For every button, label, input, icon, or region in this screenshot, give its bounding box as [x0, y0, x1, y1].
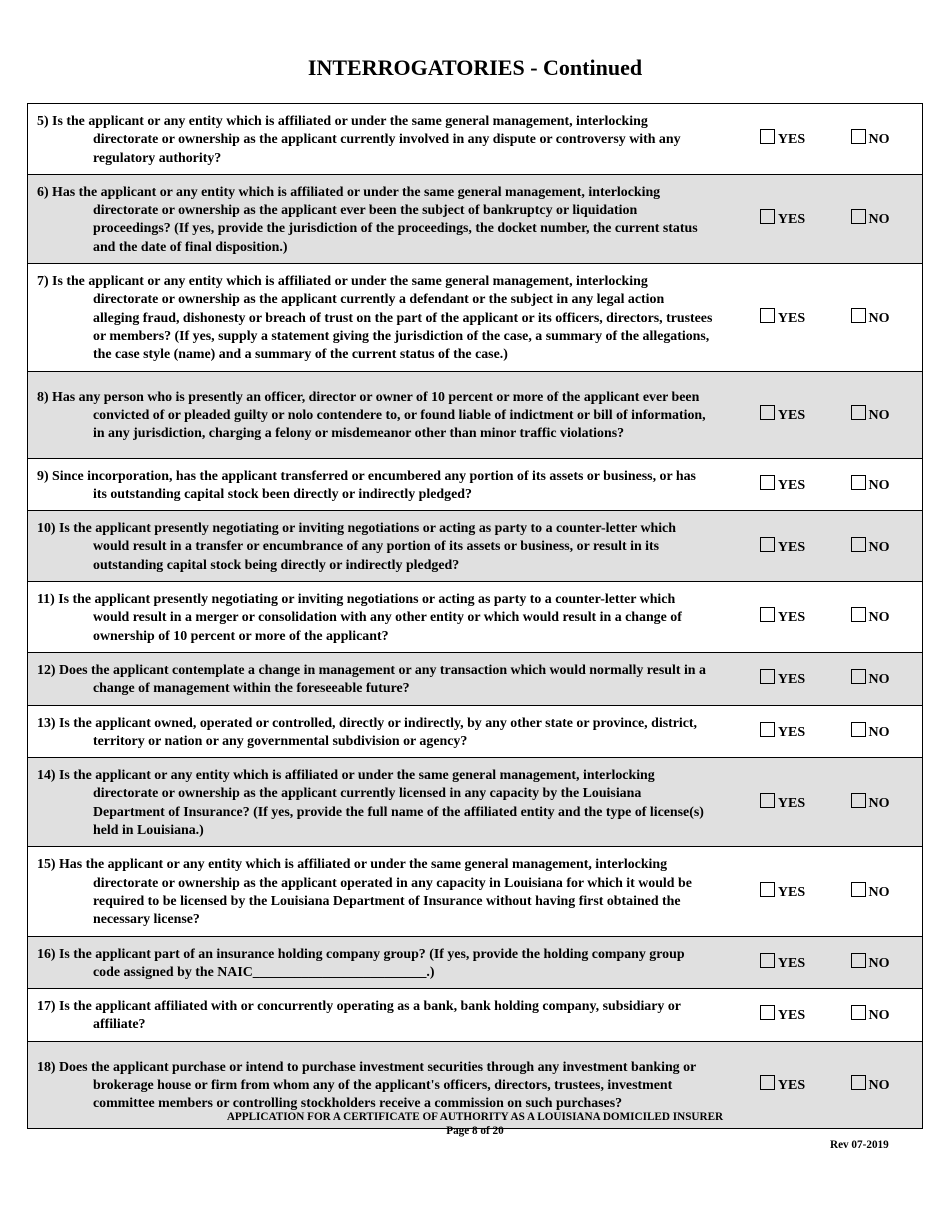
answer-yes-cell: [723, 264, 830, 371]
question-cell: [28, 936, 724, 989]
question-row: [28, 847, 923, 936]
no-checkbox[interactable]: [851, 129, 866, 144]
question-text: 18) Does the applicant purchase or intend to purchase investment securities through any investment banking or brokerage house or firm from whom any of the applicant's officers, directors, trustees, investment committee members or controlling stockholders receive a commission on such purchases?: [37, 1059, 696, 1112]
question-row: [28, 174, 923, 263]
question-cell: [28, 371, 724, 458]
question-cell: [28, 511, 724, 582]
answer-no-cell: [830, 936, 923, 989]
answer-no-cell: [830, 705, 923, 758]
question-row: [28, 936, 923, 989]
answer-yes-cell: [723, 511, 830, 582]
answer-yes-cell: [723, 936, 830, 989]
no-label: NO: [868, 724, 890, 740]
question-text: 15) Has the applicant or any entity which is affiliated or under the same general management, interlocking directorate or ownership as the applicant operated in any capacity in Louisiana for which it would be required to be licensed by the Louisiana Department of Insurance without having first obtained the necessary license?: [37, 857, 692, 928]
question-text: 14) Is the applicant or any entity which is affiliated or under the same general management, interlocking directorate or ownership as the applicant currently licensed in any capacity by the Louisiana Department of Insurance? (If yes, provide the full name of the affiliated entity and the type of license(s) held in Louisiana.): [37, 768, 704, 839]
yes-label: YES: [777, 955, 806, 971]
no-label: NO: [868, 477, 890, 493]
answer-no-cell: [830, 582, 923, 653]
question-row: [28, 582, 923, 653]
answer-no-cell: [830, 511, 923, 582]
question-text: 11) Is the applicant presently negotiating or inviting negotiations or acting as party to a counter-letter which would result in a merger or consolidation with any other entity or which would result in a change of ownership of 10 percent or more of the applicant?: [37, 592, 682, 644]
no-label: NO: [868, 884, 890, 900]
page-footer: [0, 1110, 950, 1138]
yes-label: YES: [777, 310, 806, 326]
question-text: 6) Has the applicant or any entity which is affiliated or under the same general management, interlocking directorate or ownership as the applicant ever been the subject of bankruptcy or liquidation proceedings? (If yes, provide the jurisdiction of the proceedings, the docket number, the current status and the date of final disposition.): [37, 184, 698, 255]
answer-yes-cell: [723, 371, 830, 458]
question-text: 17) Is the applicant affiliated with or concurrently operating as a bank, bank holding company, subsidiary or affiliate?: [37, 999, 681, 1033]
no-checkbox[interactable]: [851, 1075, 866, 1090]
page-title: INTERROGATORIES - Continued: [307, 55, 643, 80]
answer-no-cell: [830, 264, 923, 371]
yes-checkbox[interactable]: [760, 129, 775, 144]
no-label: NO: [868, 310, 890, 326]
answer-no-cell: [830, 989, 923, 1042]
yes-checkbox[interactable]: [760, 722, 775, 737]
yes-checkbox[interactable]: [760, 308, 775, 323]
question-cell: [28, 458, 724, 511]
yes-checkbox[interactable]: [760, 209, 775, 224]
yes-checkbox[interactable]: [760, 405, 775, 420]
yes-label: YES: [777, 1078, 806, 1094]
yes-label: YES: [777, 724, 806, 740]
no-checkbox[interactable]: [851, 537, 866, 552]
question-cell: [28, 174, 724, 263]
question-row: [28, 511, 923, 582]
question-cell: [28, 705, 724, 758]
answer-no-cell: [830, 758, 923, 847]
no-checkbox[interactable]: [851, 607, 866, 622]
question-row: [28, 705, 923, 758]
question-cell: [28, 847, 724, 936]
question-text: 9) Since incorporation, has the applicant transferred or encumbered any portion of its assets or business, or has its outstanding capital stock been directly or indirectly pledged?: [37, 468, 696, 502]
yes-label: YES: [777, 132, 806, 148]
yes-checkbox[interactable]: [760, 1005, 775, 1020]
footer-page-number: Page 8 of 20: [446, 1125, 504, 1137]
question-row: [28, 104, 923, 175]
question-cell: [28, 582, 724, 653]
yes-checkbox[interactable]: [760, 882, 775, 897]
answer-yes-cell: [723, 847, 830, 936]
no-checkbox[interactable]: [851, 953, 866, 968]
yes-label: YES: [777, 212, 806, 228]
no-checkbox[interactable]: [851, 209, 866, 224]
yes-checkbox[interactable]: [760, 537, 775, 552]
footer-title: APPLICATION FOR A CERTIFICATE OF AUTHORITY AS A LOUISIANA DOMICILED INSURER: [226, 1111, 724, 1123]
yes-label: YES: [777, 672, 806, 688]
question-row: [28, 458, 923, 511]
question-text: 16) Is the applicant part of an insurance holding company group? (If yes, provide the holding company group code assigned by the NAIC_________________________.): [37, 946, 685, 980]
question-row: [28, 264, 923, 371]
yes-checkbox[interactable]: [760, 953, 775, 968]
answer-no-cell: [830, 458, 923, 511]
yes-label: YES: [777, 610, 806, 626]
yes-checkbox[interactable]: [760, 475, 775, 490]
yes-checkbox[interactable]: [760, 607, 775, 622]
no-label: NO: [868, 1008, 890, 1024]
no-label: NO: [868, 672, 890, 688]
no-label: NO: [868, 408, 890, 424]
no-checkbox[interactable]: [851, 308, 866, 323]
no-label: NO: [868, 1078, 890, 1094]
question-text: 7) Is the applicant or any entity which is affiliated or under the same general management, interlocking directorate or ownership as the applicant currently a defendant or the subject in any legal action alleging fraud, dishonesty or breach of trust on the part of the applicant or its officers, directors, trustees or members? (If yes, supply a statement giving the jurisdiction of the case, a summary of the allegations, the case style (name) and a summary of the current status of the case.): [37, 274, 713, 363]
yes-label: YES: [777, 1008, 806, 1024]
answer-yes-cell: [723, 989, 830, 1042]
yes-label: YES: [777, 477, 806, 493]
answer-yes-cell: [723, 174, 830, 263]
answer-yes-cell: [723, 582, 830, 653]
interrogatories-body: [28, 104, 923, 1129]
answer-no-cell: [830, 104, 923, 175]
no-label: NO: [868, 795, 890, 811]
no-label: NO: [868, 539, 890, 555]
question-row: [28, 989, 923, 1042]
question-row: [28, 652, 923, 705]
yes-checkbox[interactable]: [760, 793, 775, 808]
answer-yes-cell: [723, 458, 830, 511]
question-cell: [28, 652, 724, 705]
answer-no-cell: [830, 371, 923, 458]
yes-label: YES: [777, 795, 806, 811]
yes-label: YES: [777, 539, 806, 555]
no-label: NO: [868, 955, 890, 971]
question-cell: [28, 264, 724, 371]
no-label: NO: [868, 610, 890, 626]
revision-label: Rev 07-2019: [830, 1139, 889, 1151]
no-label: NO: [868, 132, 890, 148]
yes-checkbox[interactable]: [760, 669, 775, 684]
interrogatories-table: [27, 103, 923, 1129]
answer-yes-cell: [723, 652, 830, 705]
question-cell: [28, 758, 724, 847]
no-checkbox[interactable]: [851, 405, 866, 420]
yes-checkbox[interactable]: [760, 1075, 775, 1090]
question-text: 10) Is the applicant presently negotiating or inviting negotiations or acting as party to a counter-letter which would result in a transfer or encumbrance of any portion of its assets or business, or result in its outstanding capital stock being directly or indirectly pledged?: [37, 521, 676, 573]
no-checkbox[interactable]: [851, 793, 866, 808]
question-text: 13) Is the applicant owned, operated or controlled, directly or indirectly, by any other state or province, district, territory or nation or any governmental subdivision or agency?: [37, 715, 698, 749]
question-cell: [28, 989, 724, 1042]
answer-yes-cell: [723, 104, 830, 175]
question-text: 12) Does the applicant contemplate a change in management or any transaction which would normally result in a change of management within the foreseeable future?: [37, 662, 706, 697]
question-row: [28, 371, 923, 458]
yes-label: YES: [777, 884, 806, 900]
answer-yes-cell: [723, 705, 830, 758]
answer-no-cell: [830, 847, 923, 936]
no-checkbox[interactable]: [851, 475, 866, 490]
no-label: NO: [868, 212, 890, 228]
no-checkbox[interactable]: [851, 722, 866, 737]
answer-yes-cell: [723, 758, 830, 847]
answer-no-cell: [830, 652, 923, 705]
question-row: [28, 758, 923, 847]
question-text: 8) Has any person who is presently an officer, director or owner of 10 percent or more of the applicant ever been convicted of or pleaded guilty or nolo contendere to, or found liable of indictment or bill of information, in any jurisdiction, charging a felony or misdemeanor other than minor traffic violations?: [37, 389, 706, 442]
question-cell: [28, 104, 724, 175]
no-checkbox[interactable]: [851, 669, 866, 684]
question-text: 5) Is the applicant or any entity which is affiliated or under the same general management, interlocking directorate or ownership as the applicant currently involved in any dispute or controversy with any regulatory authority?: [37, 114, 681, 166]
answer-no-cell: [830, 174, 923, 263]
no-checkbox[interactable]: [851, 882, 866, 897]
no-checkbox[interactable]: [851, 1005, 866, 1020]
yes-label: YES: [777, 408, 806, 424]
